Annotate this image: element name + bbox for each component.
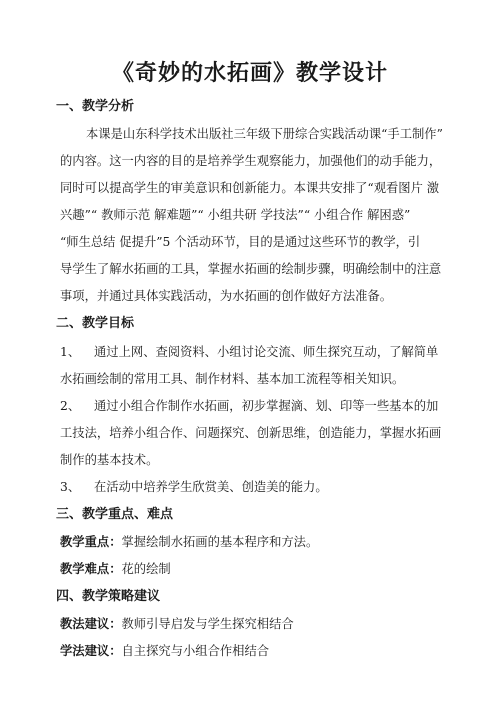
paragraph-line: 的内容。这一内容的目的是培养学生观察能力，加强他们的动手能力， [60, 154, 442, 168]
difficulty-line [60, 561, 171, 577]
key-point-label: 教学重点： [60, 534, 122, 549]
paragraph-line: 本课是山东科学技术出版社三年级下册综合实践活动课“手工制作” [86, 127, 443, 141]
teaching-method-label: 教法建议： [60, 616, 122, 631]
paragraph-line: 制作的基本技术。 [60, 453, 159, 467]
goal-item-1 [60, 344, 438, 360]
heading-teaching-analysis: 一、教学分析 [56, 99, 135, 114]
teaching-method-line [60, 616, 294, 632]
paragraph-line: 同时可以提高学生的审美意识和创新能力。本课共安排了“观看图片 激 [60, 181, 440, 195]
goal-item-2 [60, 398, 438, 414]
paragraph-line: 导学生了解水拓画的工具，掌握水拓画的绘制步骤，明确绘制中的注意 [60, 262, 442, 276]
document-title: 《奇妙的水拓画》教学设计 [111, 60, 388, 86]
goal-text: 通过小组合作制作水拓画，初步掌握滴、划、印等一些基本的加 [94, 399, 439, 413]
heading-strategy: 四、教学策略建议 [56, 589, 161, 604]
difficulty-label: 教学难点： [60, 561, 122, 576]
paragraph-line: “师生总结 促提升”5 个活动环节，目的是通过这些环节的教学，引 [60, 235, 421, 249]
difficulty-text: 花的绘制 [121, 562, 171, 576]
goal-number: 1、 [60, 345, 81, 359]
paragraph-line: 事项，并通过具体实践活动，为水拓画的创作做好方法准备。 [60, 289, 393, 303]
paragraph-line: 兴趣”“ 教师示范 解难题”“ 小组共研 学技法”“ 小组合作 解困惑” [60, 208, 411, 222]
paragraph-line: 水拓画绘制的常用工具、制作材料、基本加工流程等相关知识。 [60, 372, 405, 386]
goal-number: 3、 [60, 480, 81, 494]
heading-teaching-goals: 二、教学目标 [56, 316, 135, 331]
goal-text: 在活动中培养学生欣赏美、创造美的能力。 [94, 480, 328, 494]
heading-key-points: 三、教学重点、难点 [56, 507, 174, 522]
teaching-method-text: 教师引导启发与学生探究相结合 [121, 617, 294, 631]
goal-number: 2、 [60, 399, 81, 413]
goal-text: 通过上网、查阅资料、小组讨论交流、师生探究互动，了解简单 [94, 345, 439, 359]
goal-item-3 [60, 479, 328, 495]
learning-method-line [60, 643, 269, 659]
learning-method-text: 自主探究与小组合作相结合 [121, 644, 270, 658]
key-point-text: 掌握绘制水拓画的基本程序和方法。 [121, 535, 319, 549]
learning-method-label: 学法建议： [60, 643, 122, 658]
key-point-line [60, 534, 318, 550]
paragraph-line: 工技法，培养小组合作、问题探究、创新思维，创造能力，掌握水拓画 [60, 426, 442, 440]
